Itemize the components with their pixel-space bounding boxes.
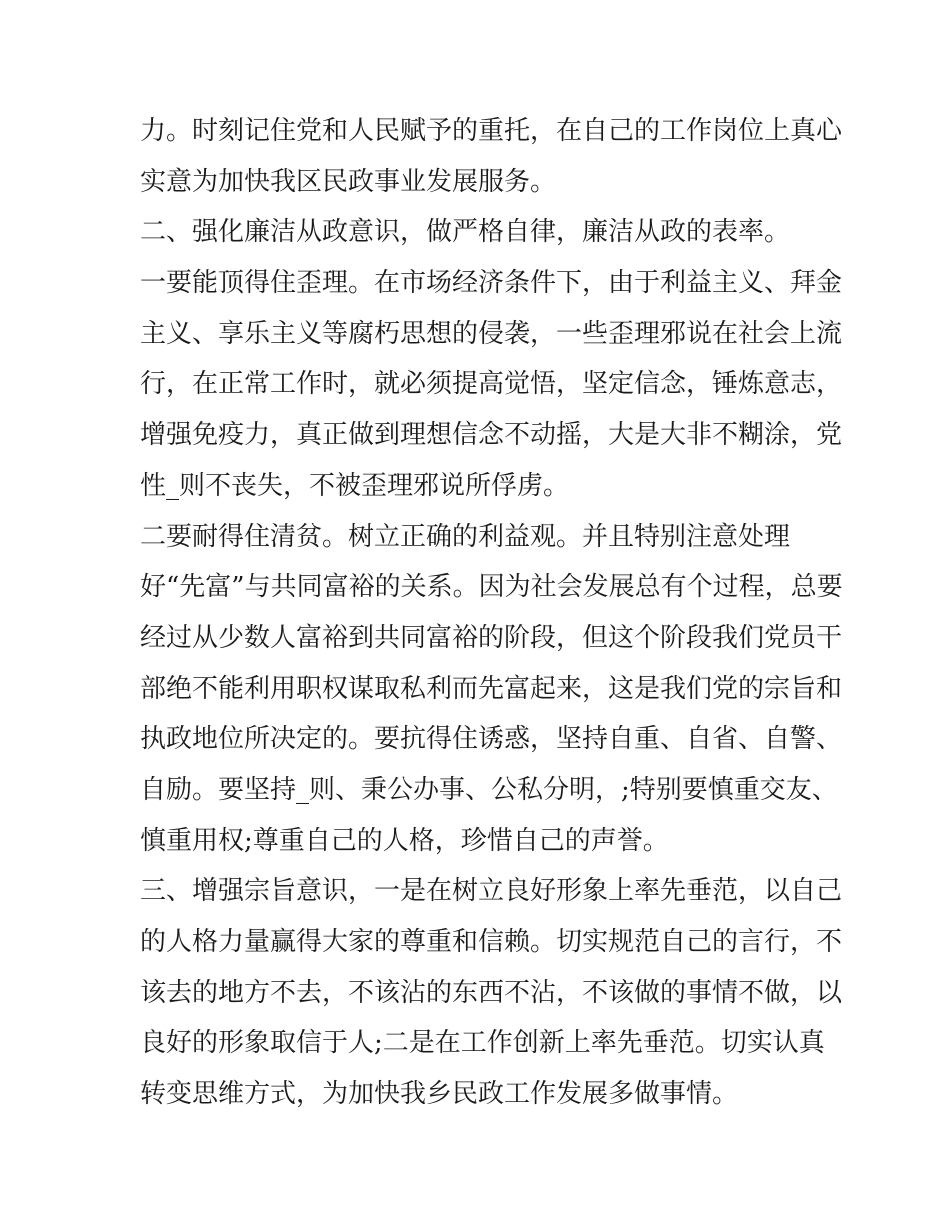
- text-line: 的人格力量赢得大家的尊重和信赖。切实规范自己的言行，不: [140, 927, 843, 957]
- text-line: 经过从少数人富裕到共同富裕的阶段，但这个阶段我们党员干: [140, 622, 843, 653]
- document-body: [140, 106, 843, 1120]
- text-line: 三、增强宗旨意识，一是在树立良好形象上率先垂范，以自己: [140, 876, 843, 907]
- text-line: 良好的形象取信于人;二是在工作创新上率先垂范。切实认真: [140, 1028, 825, 1059]
- text-line: 好“先富”与共同富裕的关系。因为社会发展总有个过程，总要: [140, 572, 843, 603]
- text-line: 部绝不能利用职权谋取私利而先富起来，这是我们党的宗旨和: [140, 673, 843, 704]
- text-line: 实意为加快我区民政事业发展服务。: [140, 166, 557, 197]
- text-line: 转变思维方式，为加快我乡民政工作发展多做事情。: [140, 1079, 739, 1110]
- text-line: 主义、享乐主义等腐朽思想的侵袭，一些歪理邪说在社会上流: [140, 318, 843, 349]
- text-line: 行，在正常工作时，就必须提高觉悟，坚定信念，锤炼意志，: [140, 369, 843, 400]
- text-line: 二要耐得住清贫。树立正确的利益观。并且特别注意处理: [140, 521, 791, 552]
- text-line: 自励。要坚持_则、秉公办事、公私分明，;特别要慎重交友、: [140, 774, 838, 805]
- text-line: 二、强化廉洁从政意识，做严格自律，廉洁从政的表率。: [140, 217, 791, 248]
- text-line: 性_则不丧失，不被歪理邪说所俘虏。: [140, 470, 570, 501]
- text-line: 力。时刻记住党和人民赋予的重托，在自己的工作岗位上真心: [140, 116, 843, 146]
- text-line: 增强免疫力，真正做到理想信念不动摇，大是大非不糊涂，党: [140, 420, 843, 451]
- text-line: 该去的地方不去，不该沾的东西不沾，不该做的事情不做，以: [140, 977, 843, 1008]
- text-line: 执政地位所决定的。要抗得住诱惑，坚持自重、自省、自警、: [140, 724, 843, 755]
- text-line: 慎重用权;尊重自己的人格，珍惜自己的声誉。: [140, 825, 669, 856]
- text-line: 一要能顶得住歪理。在市场经济条件下，由于利益主义、拜金: [140, 268, 843, 299]
